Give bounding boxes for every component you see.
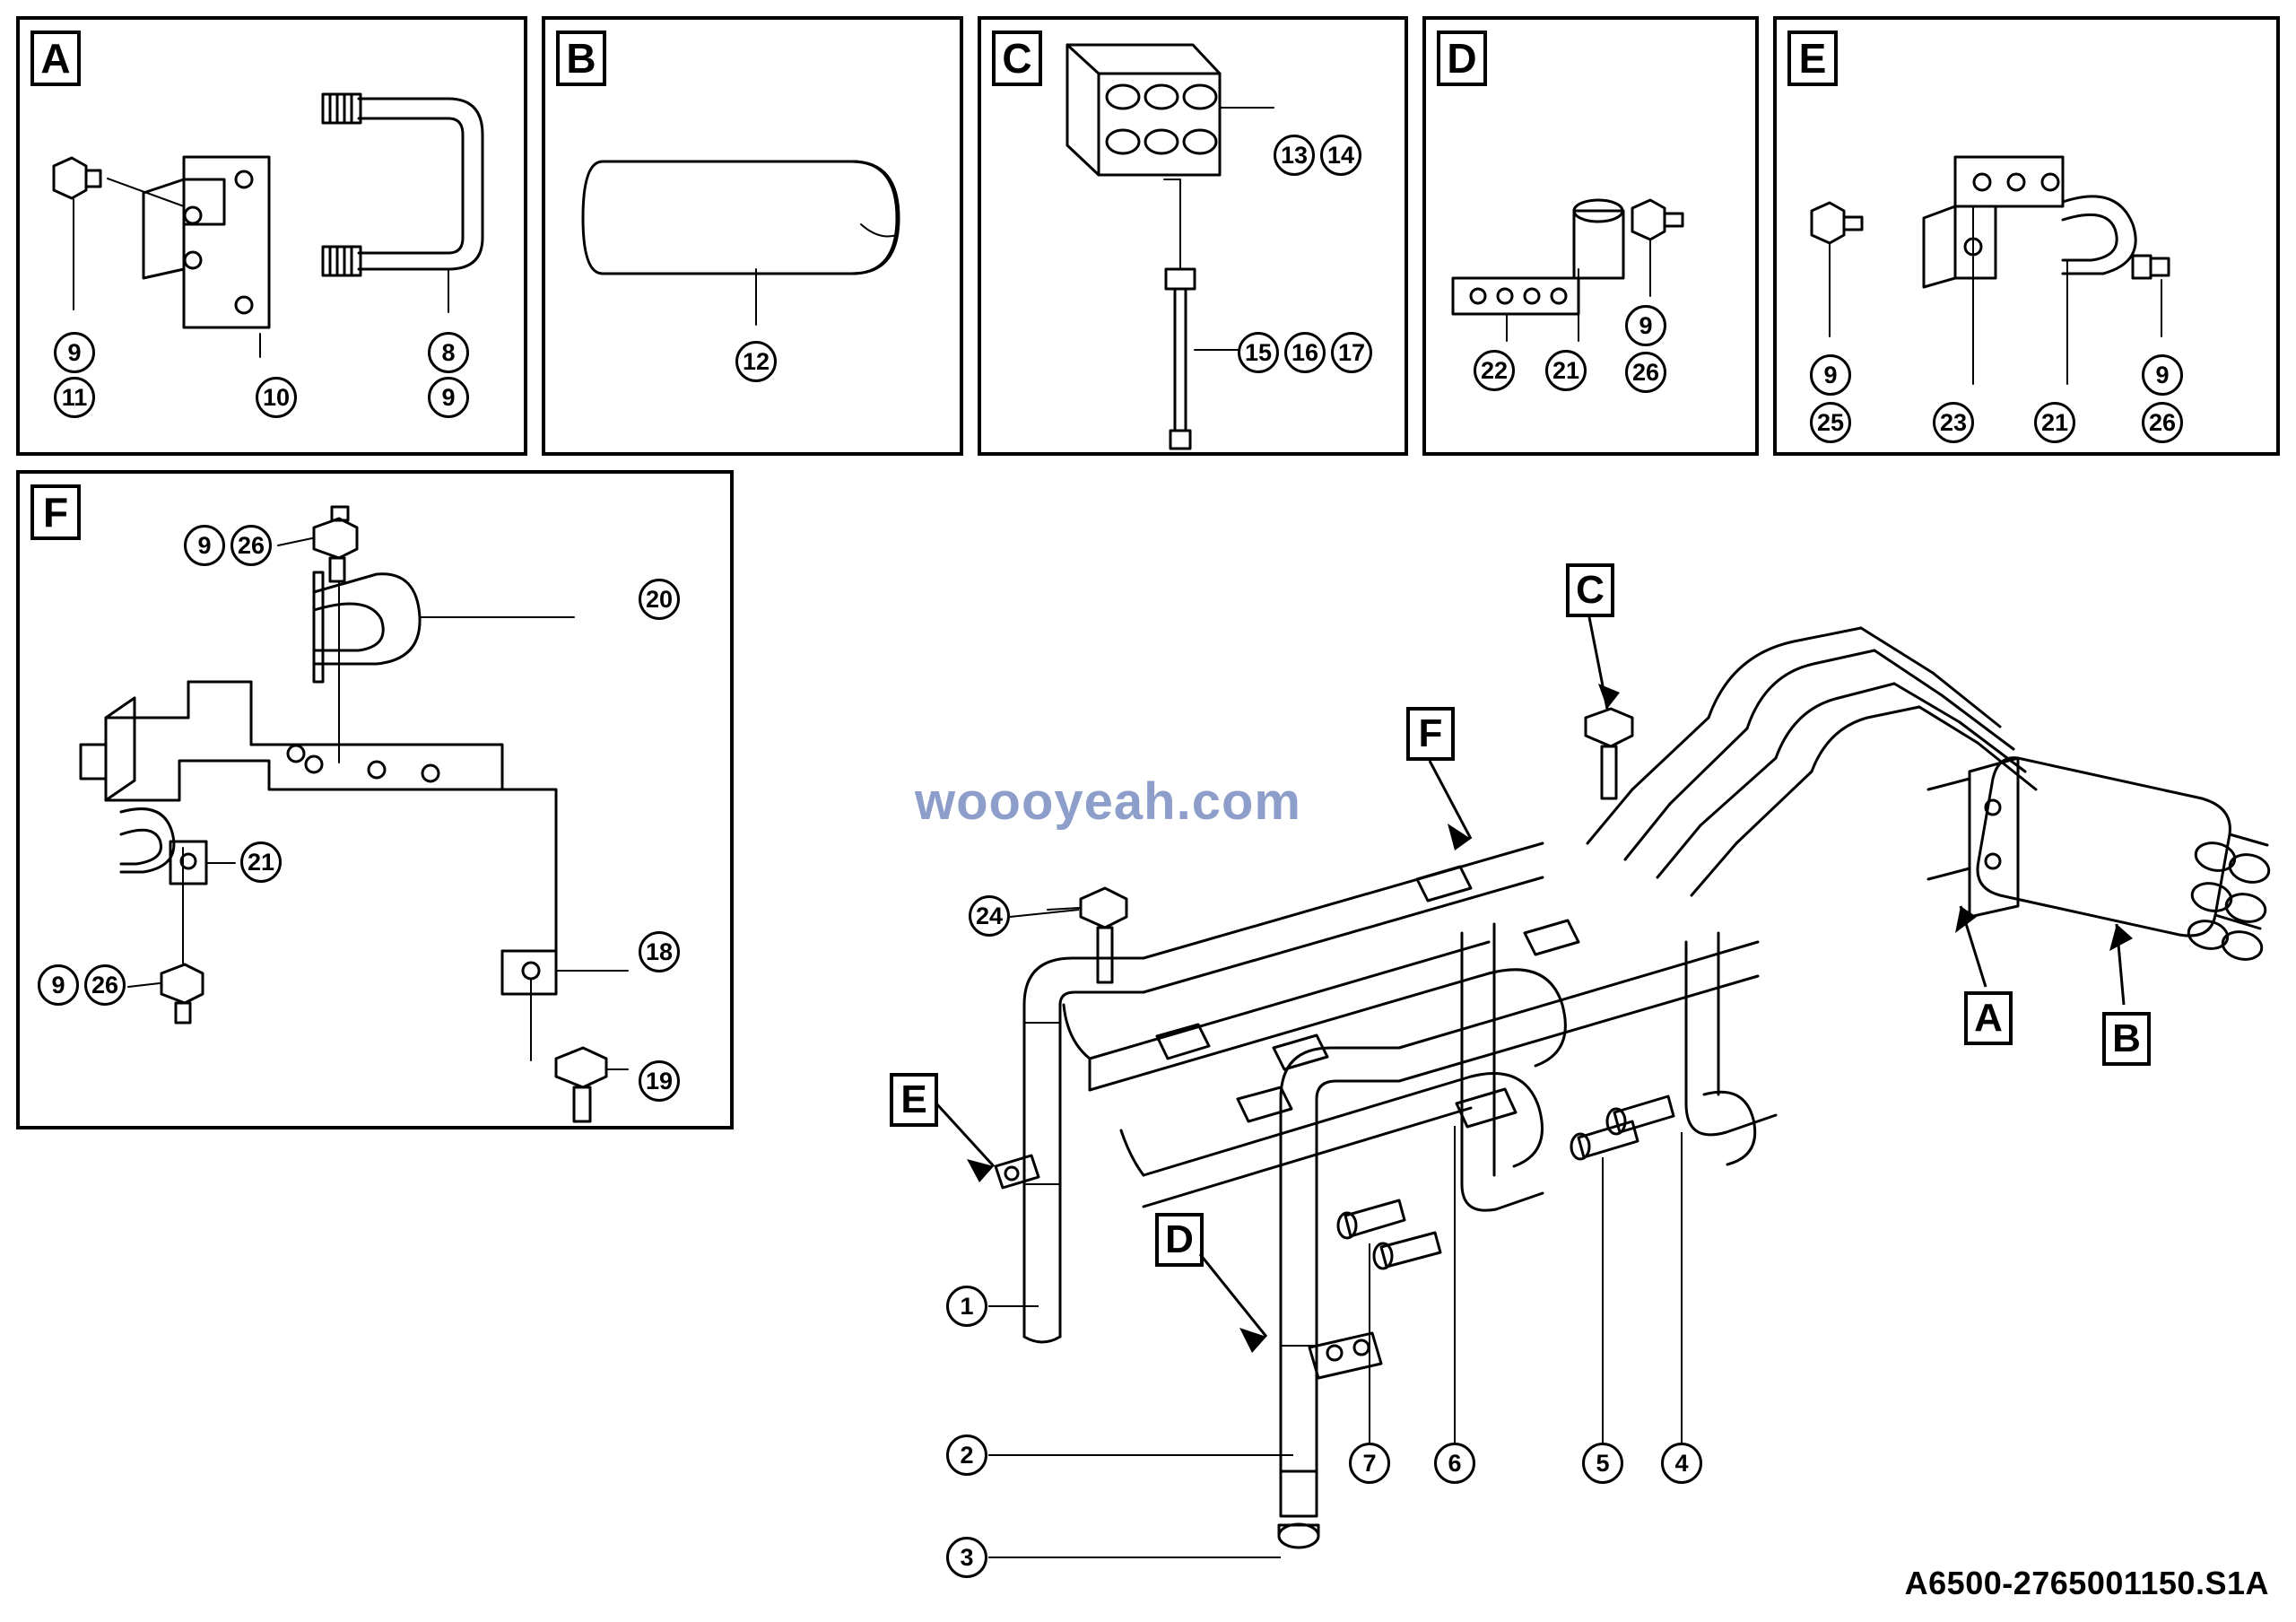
part-bubble: 22 bbox=[1474, 350, 1515, 391]
part-bubble: 9 bbox=[1625, 305, 1666, 346]
part-bubble: 9 bbox=[38, 964, 79, 1006]
callout-box-a: A bbox=[1964, 991, 2013, 1045]
part-bubble: 20 bbox=[639, 579, 680, 620]
panel-f bbox=[16, 470, 734, 1129]
callout-box-c: C bbox=[1566, 563, 1614, 617]
part-bubble: 17 bbox=[1331, 332, 1372, 373]
part-bubble: 9 bbox=[54, 332, 95, 373]
part-bubble: 26 bbox=[1625, 352, 1666, 393]
part-bubble: 24 bbox=[969, 895, 1010, 937]
part-bubble: 9 bbox=[1810, 354, 1851, 396]
panel-e bbox=[1773, 16, 2280, 456]
watermark-text: woooyeah.com bbox=[915, 772, 1301, 831]
part-bubble: 21 bbox=[2034, 402, 2075, 443]
callout-box-e: E bbox=[890, 1073, 938, 1127]
panel-letter-b: B bbox=[556, 31, 606, 86]
part-bubble: 21 bbox=[1545, 350, 1587, 391]
panel-letter-a: A bbox=[30, 31, 81, 86]
part-bubble: 1 bbox=[946, 1286, 987, 1327]
part-bubble: 9 bbox=[184, 525, 225, 566]
callout-box-f: F bbox=[1406, 707, 1455, 761]
part-bubble: 5 bbox=[1582, 1443, 1623, 1484]
part-bubble: 13 bbox=[1274, 135, 1315, 176]
panel-letter-e: E bbox=[1787, 31, 1838, 86]
part-bubble: 9 bbox=[2142, 354, 2183, 396]
panel-letter-d: D bbox=[1437, 31, 1487, 86]
document-code: A6500-2765001150.S1A bbox=[1904, 1565, 2269, 1601]
panel-letter-c: C bbox=[992, 31, 1042, 86]
part-bubble: 14 bbox=[1320, 135, 1361, 176]
part-bubble: 16 bbox=[1284, 332, 1326, 373]
part-bubble: 10 bbox=[256, 377, 297, 418]
part-bubble: 9 bbox=[428, 377, 469, 418]
part-bubble: 2 bbox=[946, 1435, 987, 1476]
part-bubble: 3 bbox=[946, 1537, 987, 1578]
part-bubble: 6 bbox=[1434, 1443, 1475, 1484]
part-bubble: 25 bbox=[1810, 402, 1851, 443]
part-bubble: 23 bbox=[1933, 402, 1974, 443]
callout-box-b: B bbox=[2102, 1012, 2151, 1066]
panel-letter-f: F bbox=[30, 484, 81, 540]
part-bubble: 21 bbox=[240, 842, 282, 883]
panel-c bbox=[978, 16, 1408, 456]
part-bubble: 18 bbox=[639, 931, 680, 972]
part-bubble: 26 bbox=[2142, 402, 2183, 443]
part-bubble: 12 bbox=[735, 341, 777, 382]
part-bubble: 15 bbox=[1238, 332, 1279, 373]
callout-box-d: D bbox=[1155, 1213, 1204, 1267]
part-bubble: 4 bbox=[1661, 1443, 1702, 1484]
part-bubble: 26 bbox=[84, 964, 126, 1006]
part-bubble: 19 bbox=[639, 1060, 680, 1102]
part-bubble: 8 bbox=[428, 332, 469, 373]
part-bubble: 26 bbox=[230, 525, 272, 566]
part-bubble: 11 bbox=[54, 377, 95, 418]
part-bubble: 7 bbox=[1349, 1443, 1390, 1484]
